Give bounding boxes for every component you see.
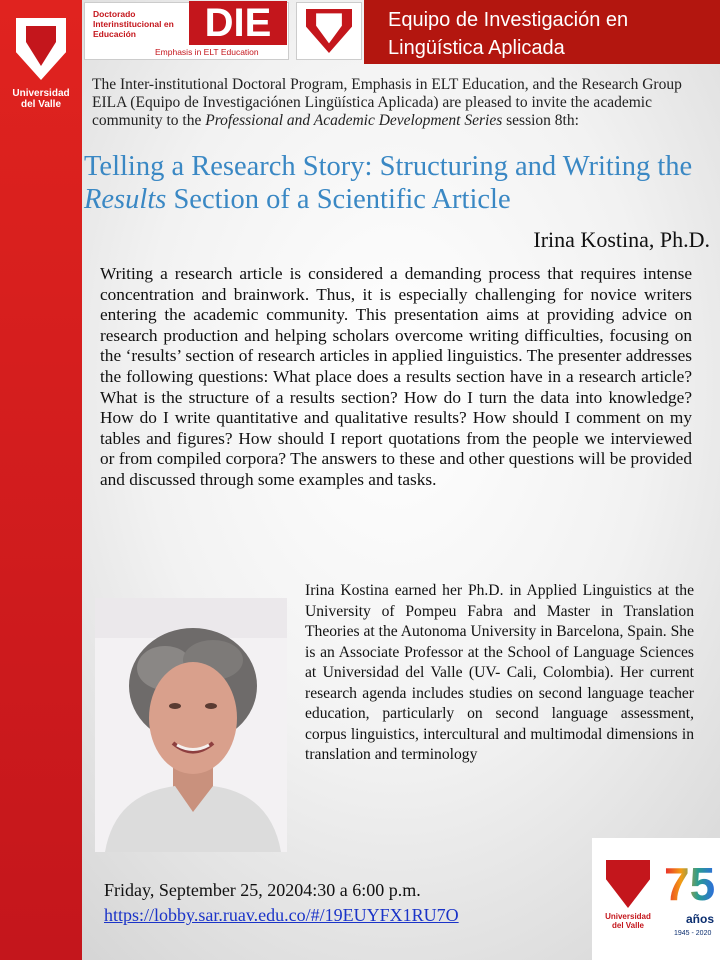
intro-text-before: The Inter-institutional Doctoral Program, Emphasis in ELT Education, and the Research Group EILA (Equipo de Investigaciónen Lingüística Aplicada) are pleased to invite the academic community to the: [92, 76, 682, 129]
speaker-photo-image: [95, 598, 287, 852]
anniversary-university-logo: [600, 860, 656, 950]
speaker-photo: [95, 598, 287, 852]
abstract-text: Writing a research article is considered a demanding process that requires intense concentration and brainwork. Thus, it is especially challenging for novice writers entering the academic community. This presentation aims at providing advice on research production and helping scholars overcome writing difficulties, focusing on the ‘results’ section of research articles in applied linguistics. The presenter addresses the following questions: What place does a results section have in a research article? What is the structure of a results section? How do I turn the data into knowledge? How do I write quantitative and qualitative results? How should I comment on my tables and figures? How should I report quotations from the people we interviewed or from compiled corpora? The answers to these and other questions will be provided and discussed through some examples and tasks.: [100, 264, 692, 489]
speaker-bio: Irina Kostina earned her Ph.D. in Applied Linguistics at the University of Pompeu Fabra and Master in Translation Theories at the Autonoma University in Barcelona, Spain. She is an Associate Professor at the School of Language Sciences at Universidad del Valle (UV- Cali, Colombia). Her current research agenda includes studies on second language teacher education, particularly on second language assessment, corpus linguistics, intercultural and multimodal dimensions in translation and terminology: [305, 582, 694, 763]
research-group-banner: [364, 0, 720, 64]
die-acronym: DIE: [189, 1, 287, 45]
title-part-2: Section of a Scientific Article: [166, 184, 511, 215]
event-date-time: Friday, September 25, 20204:30 a 6:00 p.m.: [104, 880, 421, 900]
event-link[interactable]: https://lobby.sar.ruav.edu.co/#/19EUYFX1RU7O: [104, 905, 459, 925]
title-italic: Results: [84, 184, 167, 215]
anniversary-number: 75: [664, 858, 716, 910]
die-logo: [84, 2, 289, 60]
talk-title: [84, 150, 720, 216]
university-logo-text: Universidad del Valle: [12, 88, 70, 110]
series-name: Professional and Academic Development Series: [205, 112, 503, 129]
die-emphasis: Emphasis in ELT Education: [155, 47, 259, 57]
anniversary-logo: [592, 838, 720, 960]
left-red-strip: [0, 0, 82, 960]
university-mini-logo: [296, 2, 362, 60]
research-group-line1: Equipo de Investigación en: [388, 9, 629, 31]
anniversary-years-label: años: [686, 912, 715, 926]
anniversary-range: 1945 - 2020: [674, 930, 712, 937]
university-shield-icon: [16, 18, 66, 80]
anniversary-shield-icon: [606, 860, 650, 908]
university-mini-shield-icon: [306, 9, 352, 53]
invitation-intro: [92, 76, 712, 130]
research-group-line2: Lingüística Aplicada: [388, 37, 565, 59]
speaker-name: Irina Kostina, Ph.D.: [533, 227, 710, 252]
anniversary-university-text: Universidad del Valle: [605, 912, 651, 930]
title-part-1: Telling a Research Story: Structuring and Writing the: [84, 151, 693, 182]
die-program-name: Doctorado Interinstitucional en Educación: [93, 9, 174, 39]
intro-text-after: session 8th:: [502, 112, 579, 129]
university-logo: [10, 18, 72, 136]
